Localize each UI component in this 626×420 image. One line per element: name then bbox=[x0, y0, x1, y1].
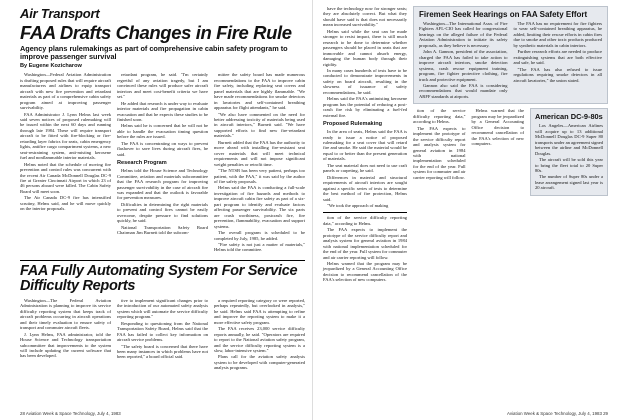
paragraph: The Air Canada DC-9 fire has intensified scrutiny, Helms said, and he will move quickly on the interior proposals. bbox=[20, 195, 111, 212]
right-page bbox=[313, 0, 626, 420]
sidebar-title: American DC-9-80s bbox=[535, 112, 603, 122]
firemen-box bbox=[413, 6, 608, 104]
paragraph: tion of the service difficulty reporting data," according to Helms. bbox=[413, 108, 466, 125]
paragraph: Differences in material and structural requirements of aircraft interiors are sought against a specific series of tests to determine the best method of fire protection, Helms said. bbox=[323, 174, 407, 202]
right-lower-columns bbox=[413, 108, 608, 195]
paragraph: The FAA expects to implement the prototype of the service difficulty report and analysis system for general aviation in 1984 with national implementation scheduled for the end of the year. Full system for commuter and air carrier reporting will follow. bbox=[323, 227, 407, 260]
byline: By Eugene Kozicharow bbox=[20, 63, 82, 70]
second-col-1 bbox=[20, 298, 111, 372]
paragraph: Difficulties in determining the right materials to prevent and control fires cannot be easily overcome, despite pressure to find solutions quickly, he said. bbox=[117, 201, 208, 224]
paragraph: Helms said he is concerned that he will not be able to handle the evacuation timing question before the rules are issued. bbox=[117, 123, 208, 140]
right-folio: Aviation Week & Space Technology, July 4, 1983 29 bbox=[507, 411, 608, 416]
second-headline: FAA Fully Automating System For Service Difficulty Reports bbox=[20, 262, 298, 295]
column-divider bbox=[323, 212, 407, 213]
box-col-1 bbox=[419, 21, 508, 100]
paragraph: have the technology now for stronger seats; they are absolutely correct. But what they should have said is that does not necessarily mean increased survivability." bbox=[323, 6, 407, 28]
paragraph: J. Lynn Helms, FAA administrator, told the House Science and Technology transportation subcommittee that improvements to the system will include updating the current software that has been developed. bbox=[20, 331, 111, 359]
article-col-1 bbox=[20, 72, 111, 254]
paragraph: The seat material does not need to use craft panels or carpeting, he said. bbox=[323, 162, 407, 174]
paragraph: The FAA has no requirement for fire fighters to wear self-contained breathing apparatus, he added, limiting their rescue efforts in cabin fires due to smoke and other toxic products produced by synthetic materials in cabin interiors. bbox=[513, 21, 602, 48]
second-article-columns bbox=[20, 298, 305, 372]
right-lower-col bbox=[413, 108, 466, 195]
paragraph: The aircraft will be sold this year to bring the fleet total to 20 Super 80s. bbox=[535, 157, 603, 173]
paragraph: a required reporting category or were reported, perhaps repeatedly, but overlooked in analysis," he said. Helms said FAA is attempting to refine and improve the reporting system to make it a more effective safety program. bbox=[214, 297, 305, 325]
paragraph: mittee the safety board has made numerous recommendations to the FAA to improve cabin fire safety, including replacing seat covers and panel materials that are highly flammable. "We have made recommendations for smoke detectors in lavatories and self-contained breathing apparatus for flight attendants," he said. bbox=[214, 72, 305, 111]
paragraph: National Transportation Safety Board Chairman Jim Burnett told the subcom- bbox=[117, 224, 208, 236]
paragraph: John A. Gannon, president of the association, charged the FAA has failed to take action to improve aircraft interiors, smoke detection systems, crash rescue equipment training, program, fire fighter protective clothing, fire truck and protective equipment. bbox=[419, 49, 508, 82]
left-folio: 28 Aviation Week & Space Technology, July 4, 1983 bbox=[20, 411, 121, 416]
article-columns bbox=[20, 72, 305, 254]
section-divider bbox=[20, 260, 305, 261]
right-main bbox=[413, 6, 608, 284]
box-columns bbox=[419, 21, 602, 100]
paragraph: Helms said the FAA is conducting a full-scale investigation of fire hazards and methods to improve aircraft cabin fire safety as part of a six-part program to identify and evaluate factors affecting passenger survivability. The six parts are crash worthiness, postcrash fire, fire prevention, flammability, evacuation and support systems. bbox=[214, 185, 305, 229]
paragraph: In many cases hundreds of tests have to be conducted to demonstrate improvements in safety on board aircraft, resulting in the slowness of issuance of safety recommendations, he said. bbox=[323, 67, 407, 95]
paragraph: Helms noted that the schedule of moving fire prevention and control rules was concurrent with the recent Air Canada McDonnell Douglas DC-9 fire at Greater Cincinnati Airport in which 23 of 46 persons aboard were killed. The Cabin Safety Board will meet soon. bbox=[20, 161, 111, 194]
box-col-2 bbox=[514, 21, 603, 100]
paragraph: He added that research is under way to evaluate interior materials and fire propagation in cabin evacuation and that he expects these studies to be finished soon. bbox=[117, 100, 208, 123]
paragraph: Helms warned that the program may be jeopardized by a General Accounting Office decision to recommend cancellation of the FAA's selection of new computers. bbox=[471, 108, 524, 147]
paragraph: Responding to questioning from the National Transportation Safety Board, Helms said that the FAA has failed to collect key information on aircraft service problems. bbox=[117, 320, 208, 343]
section-label: Air Transport bbox=[20, 6, 100, 21]
paragraph: The FAA receives 23,000 service difficulty reports annually, he said. "Operators are required to report to the National aviation safety program, and the service difficulty reporting system is a slow, labor-intensive system." bbox=[214, 326, 305, 353]
paragraph: "We took the approach of making bbox=[327, 202, 389, 208]
right-lower-col-2 bbox=[472, 108, 525, 195]
american-sidebar bbox=[530, 108, 608, 195]
deck: Agency plans rulemakings as part of comprehensive cabin safety program to improve passenger survival bbox=[20, 44, 288, 62]
paragraph: "The FAA has also refused to issue regulations requiring smoke detectors in all aircraft lavatories," the union stated. bbox=[513, 66, 602, 83]
second-col-3 bbox=[214, 298, 305, 372]
subhead: Research Program bbox=[117, 160, 167, 167]
paragraph: Further research efforts are needed to produce extinguishing systems that are both effective and safe, he said. bbox=[513, 49, 602, 66]
paragraph: Washington—Federal Aviation Administration is drafting proposed rules that will require aircraft manufacturers and airlines to equip transport aircraft with new fire prevention and retardant materials as part of a comprehensive cabin safety program aimed at improving passenger survivability. bbox=[20, 72, 111, 111]
paragraph: Burnett added that the FAA has the authority to move ahead with installing fire-resistant seat cover materials that will meet technical requirements and will not impose significant weight penalties or retrofit time. bbox=[214, 139, 305, 167]
paragraph: "Fire safety is not just a matter of materials," Helms told the committee. bbox=[214, 242, 305, 253]
paragraph: Helms told the House Science and Technology Committee, aviation and materials subcommittee that the FAA research program for improving passenger survivability in the case of aircraft fire was expanded and that the outlook is favorable for prevention measures. bbox=[117, 168, 208, 201]
paragraph: "The NTSB has been very patient, perhaps too patient, with the FAA," it was said by the author of fire safety proposals. bbox=[214, 168, 305, 185]
article-col-3 bbox=[214, 72, 305, 254]
article-col-2 bbox=[117, 72, 208, 254]
paragraph: Gannon also said the FAA is considering recommendations that would mandate only ARFF standards at airports. bbox=[419, 82, 508, 99]
paragraph: The FAA is concentrating on ways to prevent flashover to save lives during aircraft fires, he said. bbox=[117, 140, 208, 157]
box-headline: Firemen Seek Hearings on FAA Safety Effort bbox=[419, 10, 588, 19]
main-headline: FAA Drafts Changes in Fire Rule bbox=[20, 22, 292, 43]
paragraph: Washington—The Federal Aviation Administration is planning to improve its service difficulty reporting system that keeps track of aircraft problems occurring in aircraft operations and their timely evaluation to ensure safety of transport and commuter aircraft fleets. bbox=[20, 297, 111, 331]
paragraph: The FAA expects to implement the prototype of the service difficulty report and analysis system for general aviation in 1984 with national implementation scheduled for the end of the year. Full system for commuter and air carrier reporting will follow. bbox=[413, 125, 466, 180]
right-col-1 bbox=[323, 6, 407, 284]
paragraph: FAA Administrator J. Lynn Helms last week said seven notices of proposed rulemaking will be issued within the next 60 days and running through late 1984. These will require transport aircraft to be fitted with fire-blocking or fire-retarding layer fabrics for seats, cabin emergency lights, antifire cargo compartment systems, a new seat-restraining system, anti-misting kerosene fuel and nonflammable interior materials. bbox=[20, 111, 111, 161]
paragraph: Plans call for the aviation safety analysis system to be developed with computer-generated analysis programs. bbox=[214, 354, 305, 371]
paragraph: In the area of seats, Helms said the FAA is ready to issue a notice of proposed rulemaking for a seat cover that will retard fire and smoke. He said the material would be equal to or better than the present generation of materials. bbox=[323, 129, 407, 162]
paragraph: tion of the service difficulty reporting data," according to Helms. bbox=[323, 215, 407, 226]
paragraph: Washington—The International Assn. of Fire Fighters AFL-CIO has called for congressional hearings on the alleged failure of the Federal Aviation Administration to initiate its safety proposals, as they believe is necessary. bbox=[419, 21, 508, 48]
paragraph: The number of Super 80s under a lease arrangement signed last year is 20 aircraft. bbox=[535, 174, 603, 191]
paragraph: retardant program, he said. "I'm certainly regretful of any aviation tragedy, but I am convinced these rules will produce safer aircraft interiors and meet cost-benefit criteria we have set." bbox=[117, 72, 208, 100]
paragraph: Helms warned that the program may be jeopardized by a General Accounting Office decision to recommend cancellation of the FAA's selection of new computers. bbox=[323, 261, 407, 283]
paragraph: "The safety board is concerned that there have been many instances in which problems have not been reported," a board official said. bbox=[117, 343, 208, 360]
paragraph: tive to implement significant changes prior to the introduction of our automated safety analysis system which will automate the service difficulty reporting program." bbox=[117, 297, 208, 320]
paragraph: Los Angeles—American Airlines will acquire up to 13 additional McDonnell Douglas DC-9 Super 80 transports under an agreement signed between the airline and McDonnell Douglas. bbox=[535, 123, 603, 156]
paragraph: Helms said the FAA's antimisting kerosene program has the potential of reducing a post-crash fire risk by eliminating a fuel-fed external fire. bbox=[323, 96, 407, 118]
paragraph: The overall program is scheduled to be completed by July, 1985, he added. bbox=[214, 230, 305, 241]
paragraph: Helms said while the seat can be made stronger to resist impact, there is still much research to be done to determine whether passengers should be placed in seats that are immovable and cannot absorb energy, damaging the human body through their rigidity. bbox=[323, 28, 407, 67]
right-layout bbox=[323, 6, 608, 284]
subhead: Proposed Rulemaking bbox=[323, 121, 383, 128]
second-col-2 bbox=[117, 298, 208, 372]
paragraph: "We also have commented on the need for better addressing toxicity of materials being used in aircraft interiors," Burnett said. "We have supported efforts to find new fire-retardant materials." bbox=[214, 111, 305, 139]
sidebar-col bbox=[530, 108, 608, 195]
